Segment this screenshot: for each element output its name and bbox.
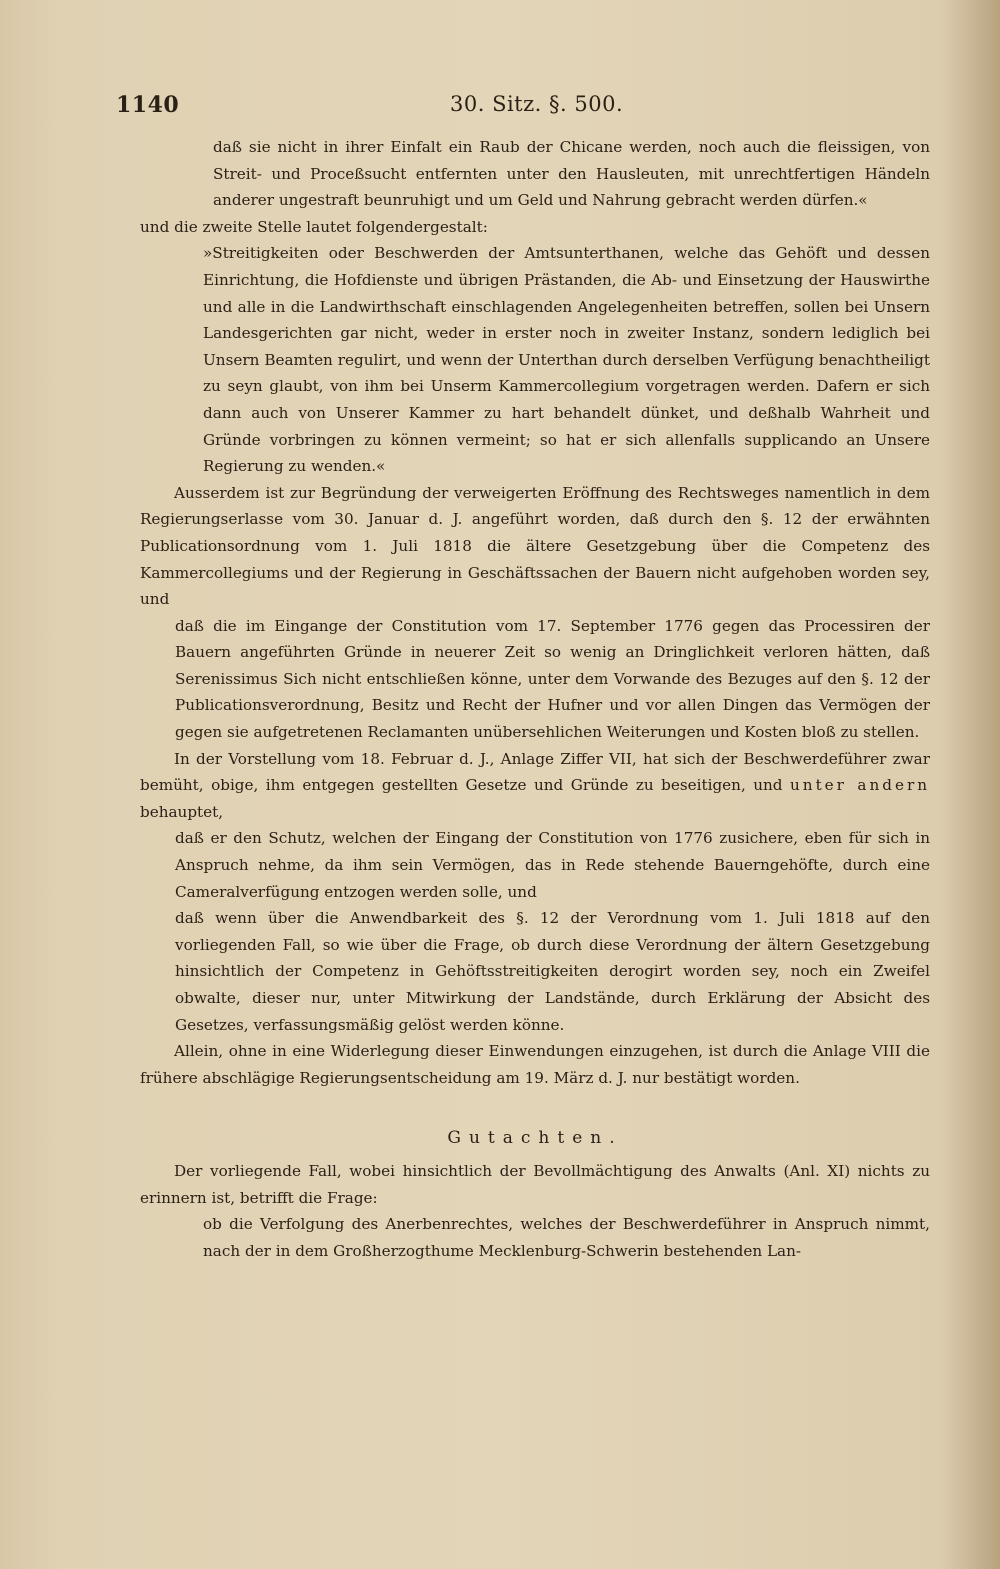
quote-paragraph: daß die im Eingange der Constitution vom 17. September 1776 gegen das Processiren der Bauern angeführten Gründe in neuerer Zeit so wenig an Dringlichkeit verloren hätten, daß Serenissimus Sich nicht entschließen könne, unter dem Vorwande des Bezuges auf den §. 12 der Publicationsverordnung, Besitz und Recht der Hufner und vor allen Dingen das Vermögen der gegen sie aufgetretenen Reclamanten unübersehlichen Weiterungen und Kosten bloß zu stellen. [175,616,930,742]
body-paragraph [140,746,930,826]
body-paragraph: Ausserdem ist zur Begründung der verweigerten Eröffnung des Rechtsweges namentlich in dem Regierungserlasse vom 30. Januar d. J. angeführt worden, daß durch den §. 12 der erwähnten Publicationsordnung vom 1. Juli 1818 die ältere Gesetzgebung über die Competenz des Kammercollegiums und der Regierung in Geschäftssachen der Bauern nicht aufgehoben worden sey, und [140,483,930,609]
page-header [110,92,930,120]
body-paragraph: und die zweite Stelle lautet folgendergestalt: [140,217,488,236]
body-paragraph: Allein, ohne in eine Widerlegung dieser Einwendungen einzugehen, ist durch die Anlage VIII die frühere abschlägige Regierungsentscheidung am 19. März d. J. nur bestätigt worden. [140,1042,930,1087]
spaced-emphasis: unter andern [790,776,930,795]
paragraph-text: behauptet, [140,802,224,821]
body-paragraph: Der vorliegende Fall, wobei hinsichtlich der Bevollmächtigung des Anwalts (Anl. XI) nichts zu erinnern ist, betrifft die Frage: [140,1161,930,1207]
paragraph-text: In der Vorstellung vom 18. Februar d. J., Anlage Ziffer VII, hat sich der Beschwerdeführer zwar bemüht, obige, ihm entgegen gestellten Gesetze und Gründe zu beseitigen, und [140,749,930,795]
quote-paragraph: ob die Verfolgung des Anerbenrechtes, welches der Beschwerdeführer in Anspruch nimmt, nach der in dem Großherzogthume Mecklenburg-Schwerin bestehenden Lan- [203,1215,930,1260]
quote-paragraph: daß er den Schutz, welchen der Eingang der Constitution von 1776 zusichere, eben für sich in Anspruch nehme, da ihm sein Vermögen, das in Rede stehende Bauerngehöfte, durch eine Cameralverfügung entzogen werden solle, und [175,829,930,901]
running-title: 30. Sitz. §. 500. [450,92,624,116]
page-body [140,134,930,1264]
quote-paragraph: »Streitigkeiten oder Beschwerden der Amtsunterthanen, welche das Gehöft und dessen Einrichtung, die Hofdienste und übrigen Prästanden, die Ab- und Einsetzung der Hauswirthe und alle in die Landwirthschaft einschlagenden Angelegenheiten betreffen, sollen bei Unsern Landesgerichten gar nicht, weder in erster noch in zweiter Instanz, sondern lediglich bei Unsern Beamten regulirt, und wenn der Unterthan durch derselben Verfügung benachtheiligt zu seyn glaubt, von ihm bei Unserm Kammercollegium vorgetragen werden. Dafern er sich dann auch von Unserer Kammer zu hart behandelt dünket, und deßhalb Wahrheit und Gründe vorbringen zu können vermeint; so hat er sich allenfalls supplicando an Unsere Regierung zu wenden.« [203,244,930,476]
section-title: Gutachten. [447,1128,623,1149]
quote-paragraph: daß wenn über die Anwendbarkeit des §. 12 der Verordnung vom 1. Juli 1818 auf den vorliegenden Fall, so wie über die Frage, ob durch diese Verordnung der ältern Gesetzgebung hinsichtlich der Competenz in Gehöftsstreitigkeiten derogirt worden sey, noch ein Zweifel obwalte, dieser nur, unter Mitwirkung der Landstände, durch Erklärung der Absicht des Gesetzes, verfassungsmäßig gelöst werden könne. [175,909,930,1034]
page-number: 1140 [116,92,180,118]
quote-paragraph: daß sie nicht in ihrer Einfalt ein Raub der Chicane werden, noch auch die fleissigen, von Streit- und Proceßsucht entfernten unter den Hausleuten, mit unrechtfertigen Händeln anderer ungestraft beunruhigt und um Geld und Nahrung gebracht werden dürfen.« [213,138,930,210]
